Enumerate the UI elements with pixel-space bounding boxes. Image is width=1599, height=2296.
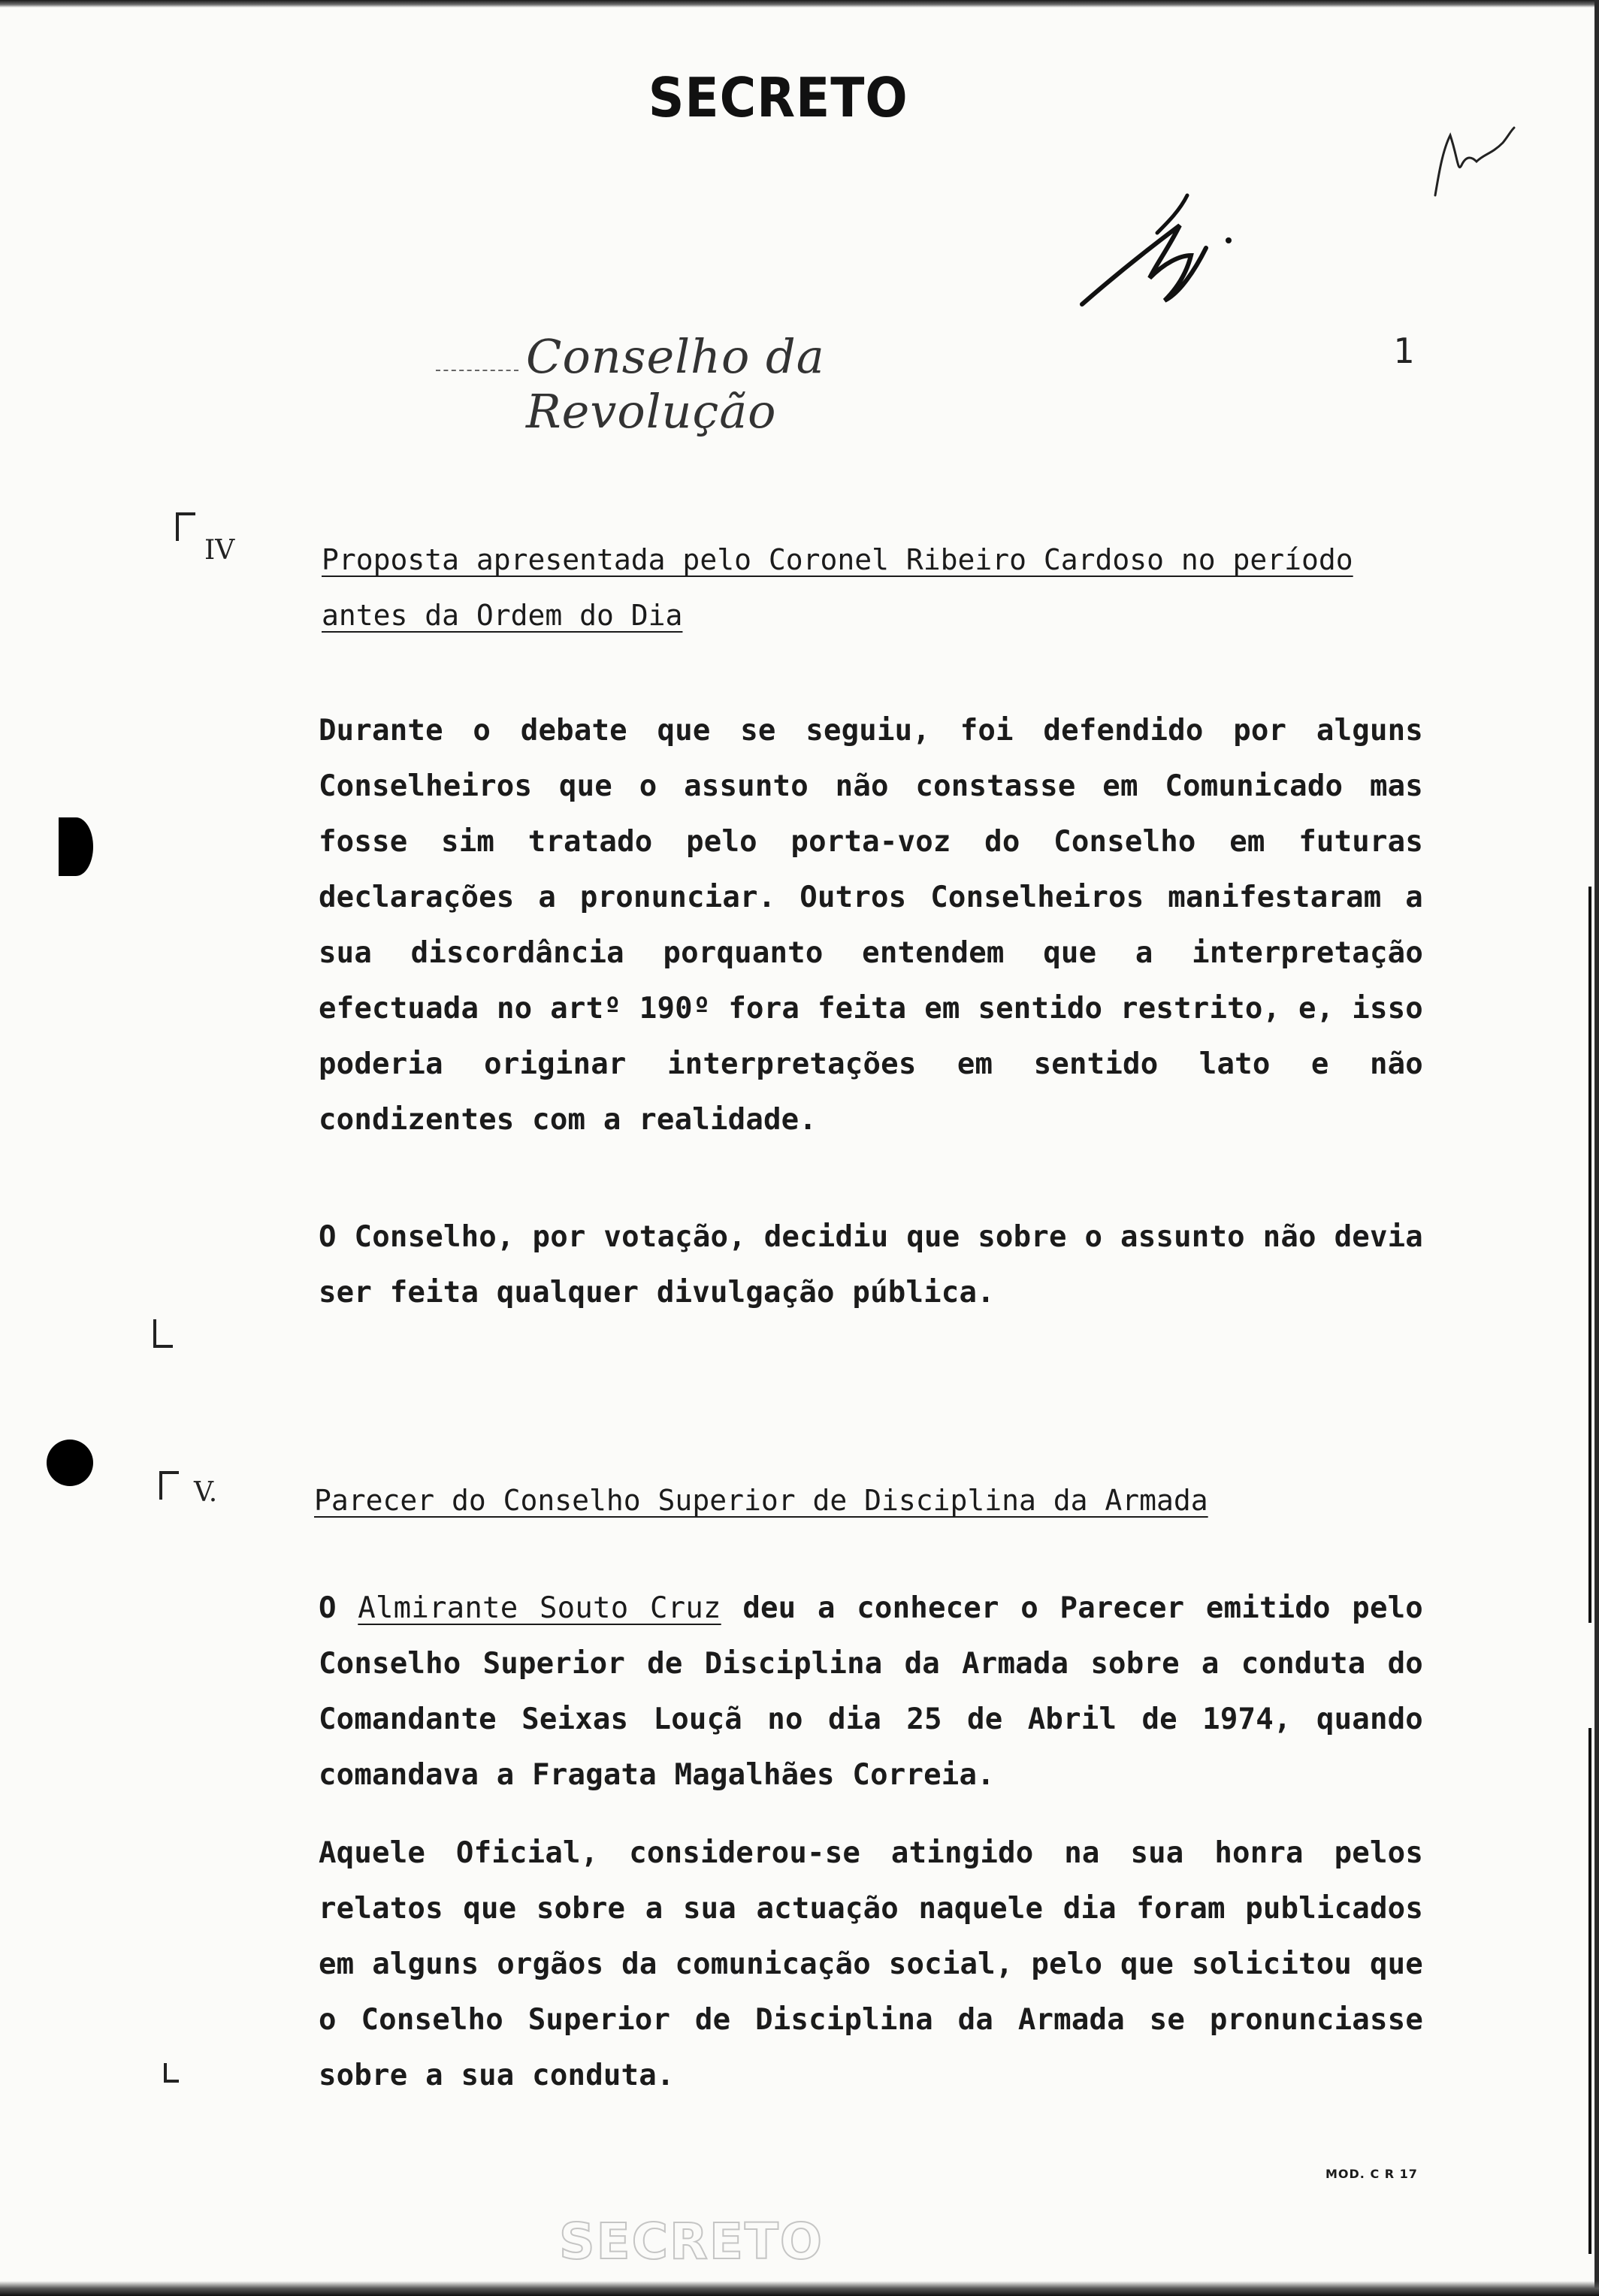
section-paragraph [319, 1581, 1423, 1803]
classification-stamp-bottom: SECRETO [558, 2213, 824, 2270]
section-heading: Parecer do Conselho Superior de Disciplina da Armada [314, 1484, 1208, 1517]
emphasized-name: Almirante Souto Cruz [358, 1591, 721, 1625]
margin-bracket-close [153, 1319, 173, 1348]
paragraph-prefix: O [319, 1591, 358, 1625]
section-number: IV [204, 535, 235, 566]
margin-bracket-open [176, 512, 195, 541]
scan-edge-right [1594, 0, 1599, 2296]
letterhead-dash [436, 370, 518, 371]
section-paragraph: Durante o debate que se seguiu, foi defendido por alguns Conselheiros que o assunto não constasse em Comunicado mas fosse sim tratado pelo porta-voz do Conselho em futuras declarações a pronunciar. Outros Conselheiros manifestaram a sua discordância porquanto entendem que a interpretação efectuada no artº 190º fora feita em sentido restrito, e, isso poderia originar interpretações em sentido lato e não condizentes com a realidade. [319, 714, 1423, 1137]
margin-bracket-open [159, 1471, 179, 1500]
section-paragraph: O Conselho, por votação, decidiu que sobre o assunto não devia ser feita qualquer divulgação pública. [319, 1220, 1423, 1310]
letterhead: Conselho da Revolução [526, 329, 825, 439]
section-number: V. [194, 1477, 218, 1508]
margin-bracket-close [164, 2063, 179, 2083]
scan-edge-bottom [0, 2281, 1599, 2296]
page-number: 1 [1393, 331, 1414, 371]
section-paragraph: Aquele Oficial, considerou-se atingido na sua honra pelos relatos que sobre a sua actuação naquele dia foram publicados em alguns orgãos da comunicação social, pelo que solicitou que o Conselho Superior de Disciplina da Armada se pronunciasse sobre a sua conduta. [319, 1836, 1423, 2092]
binder-hole [47, 1440, 93, 1486]
scan-artifact-bar [1588, 1728, 1591, 2254]
scan-artifact-bar [1588, 887, 1591, 1623]
binder-hole [59, 817, 93, 876]
paragraph-text: deu a conhecer o Parecer emitido pelo Conselho Superior de Disciplina da Armada sobre a conduta do Comandante Seixas Louçã no dia 25 de Abril de 1974, quando comandava a Fragata Magalhães Correia. [319, 1591, 1423, 1792]
scan-edge-top [0, 0, 1599, 8]
form-code: MOD. C R 17 [1325, 2167, 1418, 2181]
handwritten-initials [1420, 113, 1525, 210]
classification-stamp-top: SECRETO [648, 66, 908, 129]
section-heading: Proposta apresentada pelo Coronel Ribeiro Cardoso no período antes da Ordem do Dia [322, 543, 1353, 632]
handwritten-signature [1067, 180, 1240, 316]
